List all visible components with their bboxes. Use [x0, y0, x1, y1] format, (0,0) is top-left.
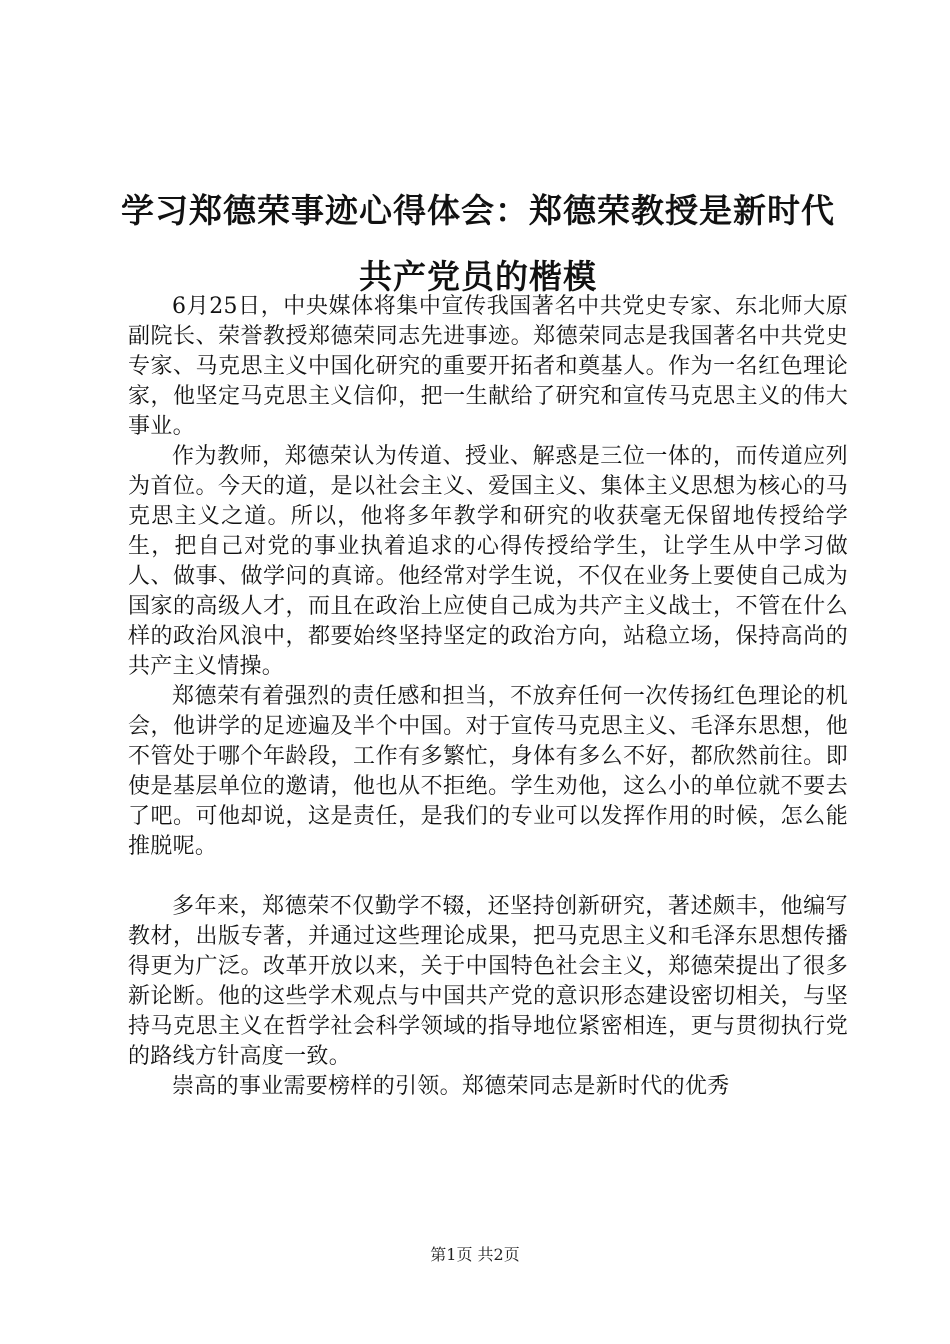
paragraph-2: 作为教师，郑德荣认为传道、授业、解惑是三位一体的，而传道应列为首位。今天的道，是以社会主义、爱国主义、集体主义思想为核心的马克思主义之道。所以，他将多年教学和研究的收获毫无保留地传授给学生，把自己对党的事业执着追求的心得传授给学生，让学生从中学习做人、做事、做学问的真谛。他经常对学生说，不仅在业务上要使自己成为国家的高级人才，而且在政治上应使自己成为共产主义战士，不管在什么样的政治风浪中，都要始终坚持坚定的政治方向，站稳立场，保持高尚的共产主义情操。 — [128, 444, 848, 679]
paragraph-4: 多年来，郑德荣不仅勤学不辍，还坚持创新研究，著述颇丰，他编写教材，出版专著，并通过这些理论成果，把马克思主义和毛泽东思想传播得更为广泛。改革开放以来，关于中国特色社会主义，郑德荣提出了很多新论断。他的这些学术观点与中国共产党的意识形态建设密切相关，与坚持马克思主义在哲学社会科学领域的指导地位紧密相连，更与贯彻执行党的路线方针高度一致。 — [128, 894, 848, 1069]
document-body — [128, 292, 848, 1102]
paragraph-5: 崇高的事业需要榜样的引领。郑德荣同志是新时代的优秀 — [172, 1074, 730, 1099]
page-number-footer: 第1页 共2页 — [430, 1245, 520, 1264]
document-title: 学习郑德荣事迹心得体会：郑德荣教授是新时代共产党员的楷模 — [121, 191, 835, 296]
paragraph-3: 郑德荣有着强烈的责任感和担当，不放弃任何一次传扬红色理论的机会，他讲学的足迹遍及半个中国。对于宣传马克思主义、毛泽东思想，他不管处于哪个年龄段，工作有多繁忙，身体有多么不好，都欣然前往。即使是基层单位的邀请，他也从不拒绝。学生劝他，这么小的单位就不要去了吧。可他却说，这是责任，是我们的专业可以发挥作用的时候，怎么能推脱呢。 — [128, 684, 848, 859]
paragraph-1: 6月25日，中央媒体将集中宣传我国著名中共党史专家、东北师大原副院长、荣誉教授郑德荣同志先进事迹。郑德荣同志是我国著名中共党史专家、马克思主义中国化研究的重要开拓者和奠基人。作为一名红色理论家，他坚定马克思主义信仰，把一生献给了研究和宣传马克思主义的伟大事业。 — [128, 294, 848, 439]
